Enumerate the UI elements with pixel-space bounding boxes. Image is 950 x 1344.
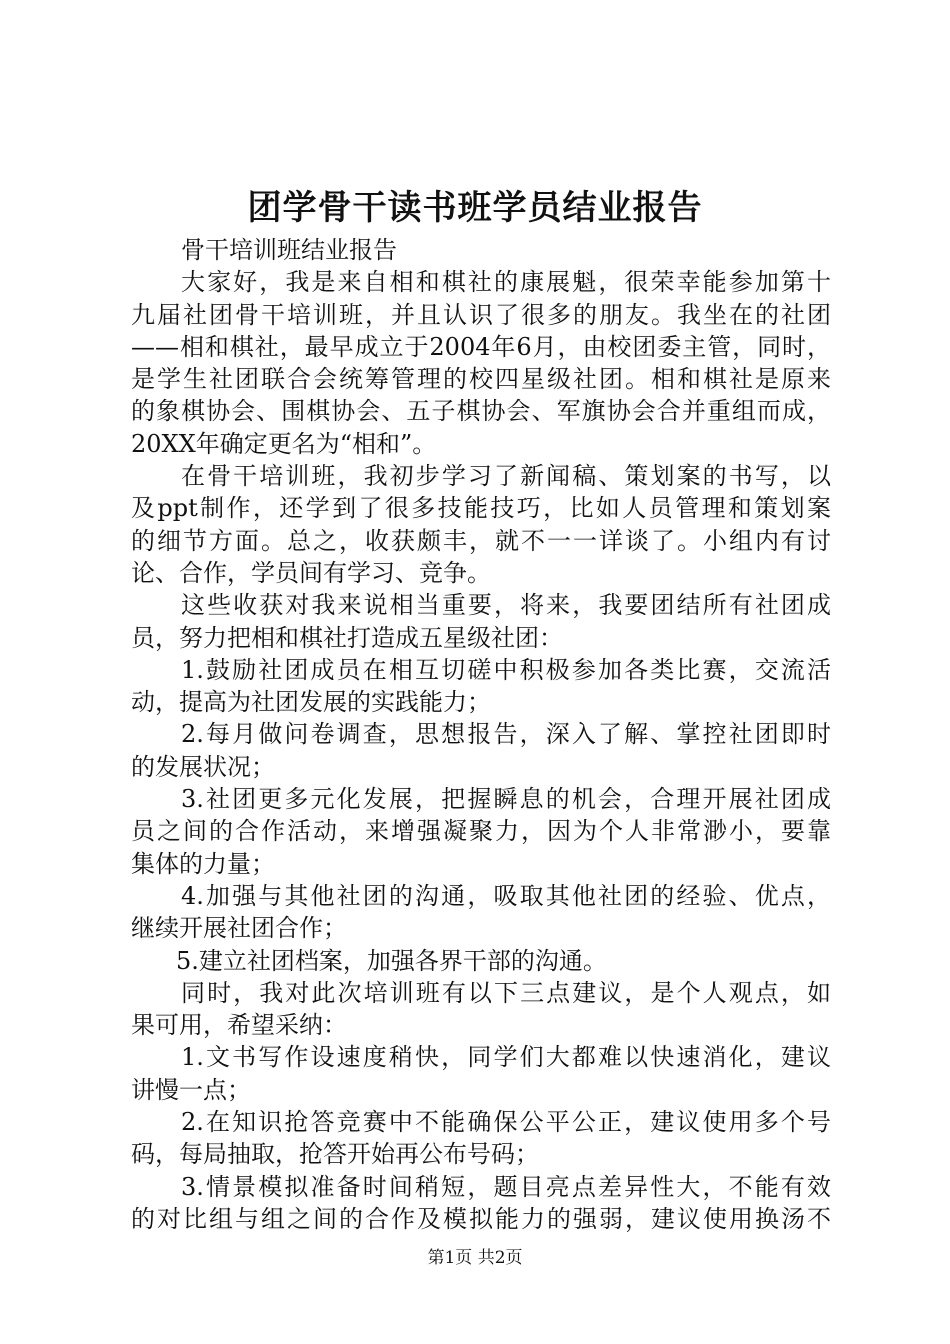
- text-line: 这些收获对我来说相当重要，将来，我要团结所有社团成: [181, 591, 831, 620]
- text-line: 的对比组与组之间的合作及模拟能力的强弱，建议使用换汤不: [131, 1204, 831, 1233]
- text-line: 同时，我对此次培训班有以下三点建议，是个人观点，如: [181, 978, 831, 1007]
- text-line: 的发展状况；: [131, 752, 275, 781]
- text-line: 讲慢一点；: [131, 1075, 251, 1104]
- text-line: 3.社团更多元化发展，把握瞬息的机会，合理开展社团成: [181, 785, 831, 814]
- text-line: 1.鼓励社团成员在相互切磋中积极参加各类比赛，交流活: [181, 655, 831, 684]
- text-line: 1.文书写作设速度稍快，同学们大都难以快速消化，建议: [181, 1043, 831, 1072]
- page-footer: 第1页 共2页: [427, 1248, 523, 1268]
- text-line: ——相和棋社，最早成立于2004年6月，由校团委主管，同时，: [131, 332, 831, 361]
- text-line: 骨干培训班结业报告: [181, 236, 397, 264]
- text-line: 的象棋协会、围棋协会、五子棋协会、军旗协会合并重组而成，: [131, 397, 831, 426]
- text-line: 九届社团骨干培训班，并且认识了很多的朋友。我坐在的社团: [131, 300, 831, 329]
- text-line: 2.在知识抢答竞赛中不能确保公平公正，建议使用多个号: [181, 1108, 831, 1137]
- text-line: 果可用，希望采纳：: [131, 1011, 347, 1040]
- text-line: 在骨干培训班，我初步学习了新闻稿、策划案的书写，以: [181, 462, 831, 491]
- text-line: 论、合作，学员间有学习、竞争。: [131, 558, 491, 587]
- text-line: 的细节方面。总之，收获颇丰，就不一一详谈了。小组内有讨: [131, 526, 831, 555]
- text-line: 是学生社团联合会统筹管理的校四星级社团。相和棋社是原来: [131, 365, 831, 394]
- text-line: 动，提高为社团发展的实践能力；: [131, 688, 491, 717]
- text-line: 20XX年确定更名为“相和”。: [131, 429, 437, 458]
- text-line: 码，每局抽取，抢答开始再公布号码；: [131, 1140, 539, 1169]
- document-title: 团学骨干读书班学员结业报告: [247, 188, 703, 228]
- text-line: 3.情景模拟准备时间稍短，题目亮点差异性大，不能有效: [181, 1172, 831, 1201]
- text-line: 集体的力量；: [131, 849, 275, 878]
- document-body: [131, 234, 831, 1235]
- text-line: 员之间的合作活动，来增强凝聚力，因为个人非常渺小，要靠: [131, 817, 831, 846]
- text-line: 继续开展社团合作；: [131, 914, 347, 943]
- text-line: 员，努力把相和棋社打造成五星级社团：: [131, 623, 563, 652]
- text-line: 及ppt制作，还学到了很多技能技巧，比如人员管理和策划案: [131, 494, 831, 523]
- text-line: 4.加强与其他社团的沟通，吸取其他社团的经验、优点，: [181, 881, 831, 910]
- text-line: 大家好，我是来自相和棋社的康展魁，很荣幸能参加第十: [181, 268, 831, 297]
- text-line: 2.每月做问卷调查，思想报告，深入了解、掌控社团即时: [181, 720, 831, 749]
- text-line: 5.建立社团档案，加强各界干部的沟通。: [176, 946, 607, 975]
